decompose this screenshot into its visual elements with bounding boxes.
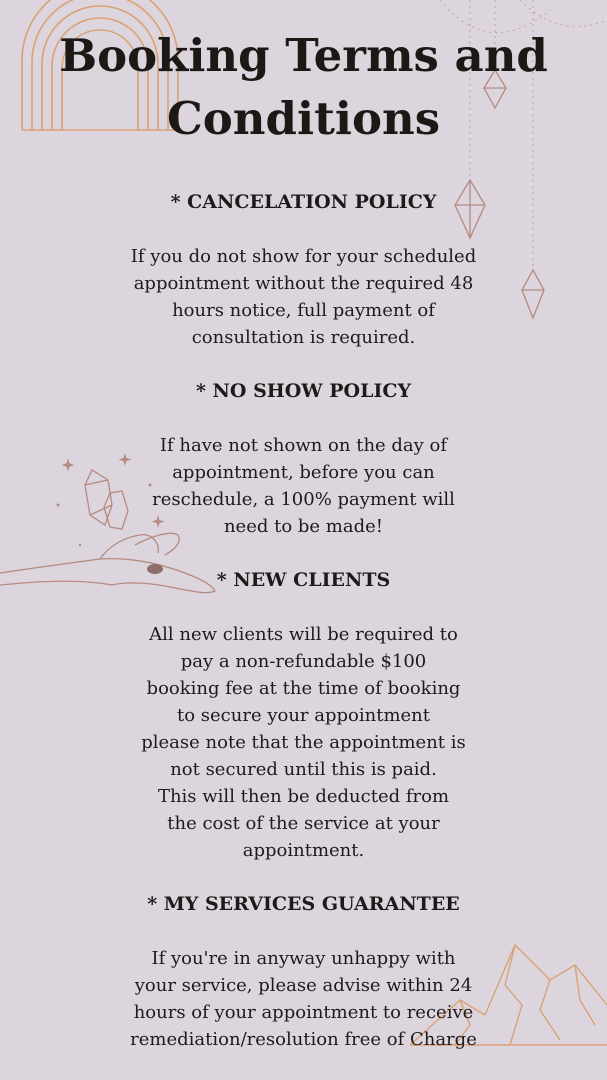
text-line: please note that the appointment is: [141, 732, 466, 753]
no-show-policy-heading: * NO SHOW POLICY: [195, 380, 412, 402]
new-clients-heading: * NEW CLIENTS: [216, 569, 391, 591]
text-line: If you do not show for your scheduled: [130, 246, 477, 267]
title-line: Booking Terms and: [59, 29, 548, 82]
text-line: hours notice, full payment of: [172, 300, 435, 321]
text-line: This will then be deducted from: [157, 786, 450, 807]
page-title: [0, 24, 607, 150]
cancelation-policy-heading: * CANCELATION POLICY: [170, 191, 437, 213]
text-line: your service, please advise within 24: [134, 975, 473, 996]
text-line: appointment without the required 48: [133, 273, 474, 294]
text-line: the cost of the service at your: [167, 813, 440, 834]
new-clients-text: [0, 621, 607, 864]
text-line: need to be made!: [223, 516, 384, 537]
text-line: All new clients will be required to: [149, 624, 458, 645]
services-guarantee-heading: * MY SERVICES GUARANTEE: [147, 893, 460, 915]
text-line: If you're in anyway unhappy with: [151, 948, 456, 969]
text-line: hours of your appointment to receive: [133, 1002, 474, 1023]
text-line: If have not shown on the day of: [159, 435, 448, 456]
text-line: appointment, before you can: [172, 462, 435, 483]
text-line: pay a non-refundable $100: [180, 651, 427, 672]
text-line: remediation/resolution free of Charge: [130, 1029, 477, 1050]
text-line: appointment.: [242, 840, 365, 861]
no-show-policy-text: [0, 432, 607, 540]
title-line: Conditions: [166, 92, 441, 145]
text-line: reschedule, a 100% payment will: [152, 489, 455, 510]
text-line: booking fee at the time of booking: [146, 678, 461, 699]
text-line: to secure your appointment: [176, 705, 430, 726]
cancelation-policy-text: [0, 243, 607, 351]
services-guarantee-text: [0, 945, 607, 1053]
text-line: consultation is required.: [191, 327, 416, 348]
text-line: not secured until this is paid.: [170, 759, 437, 780]
